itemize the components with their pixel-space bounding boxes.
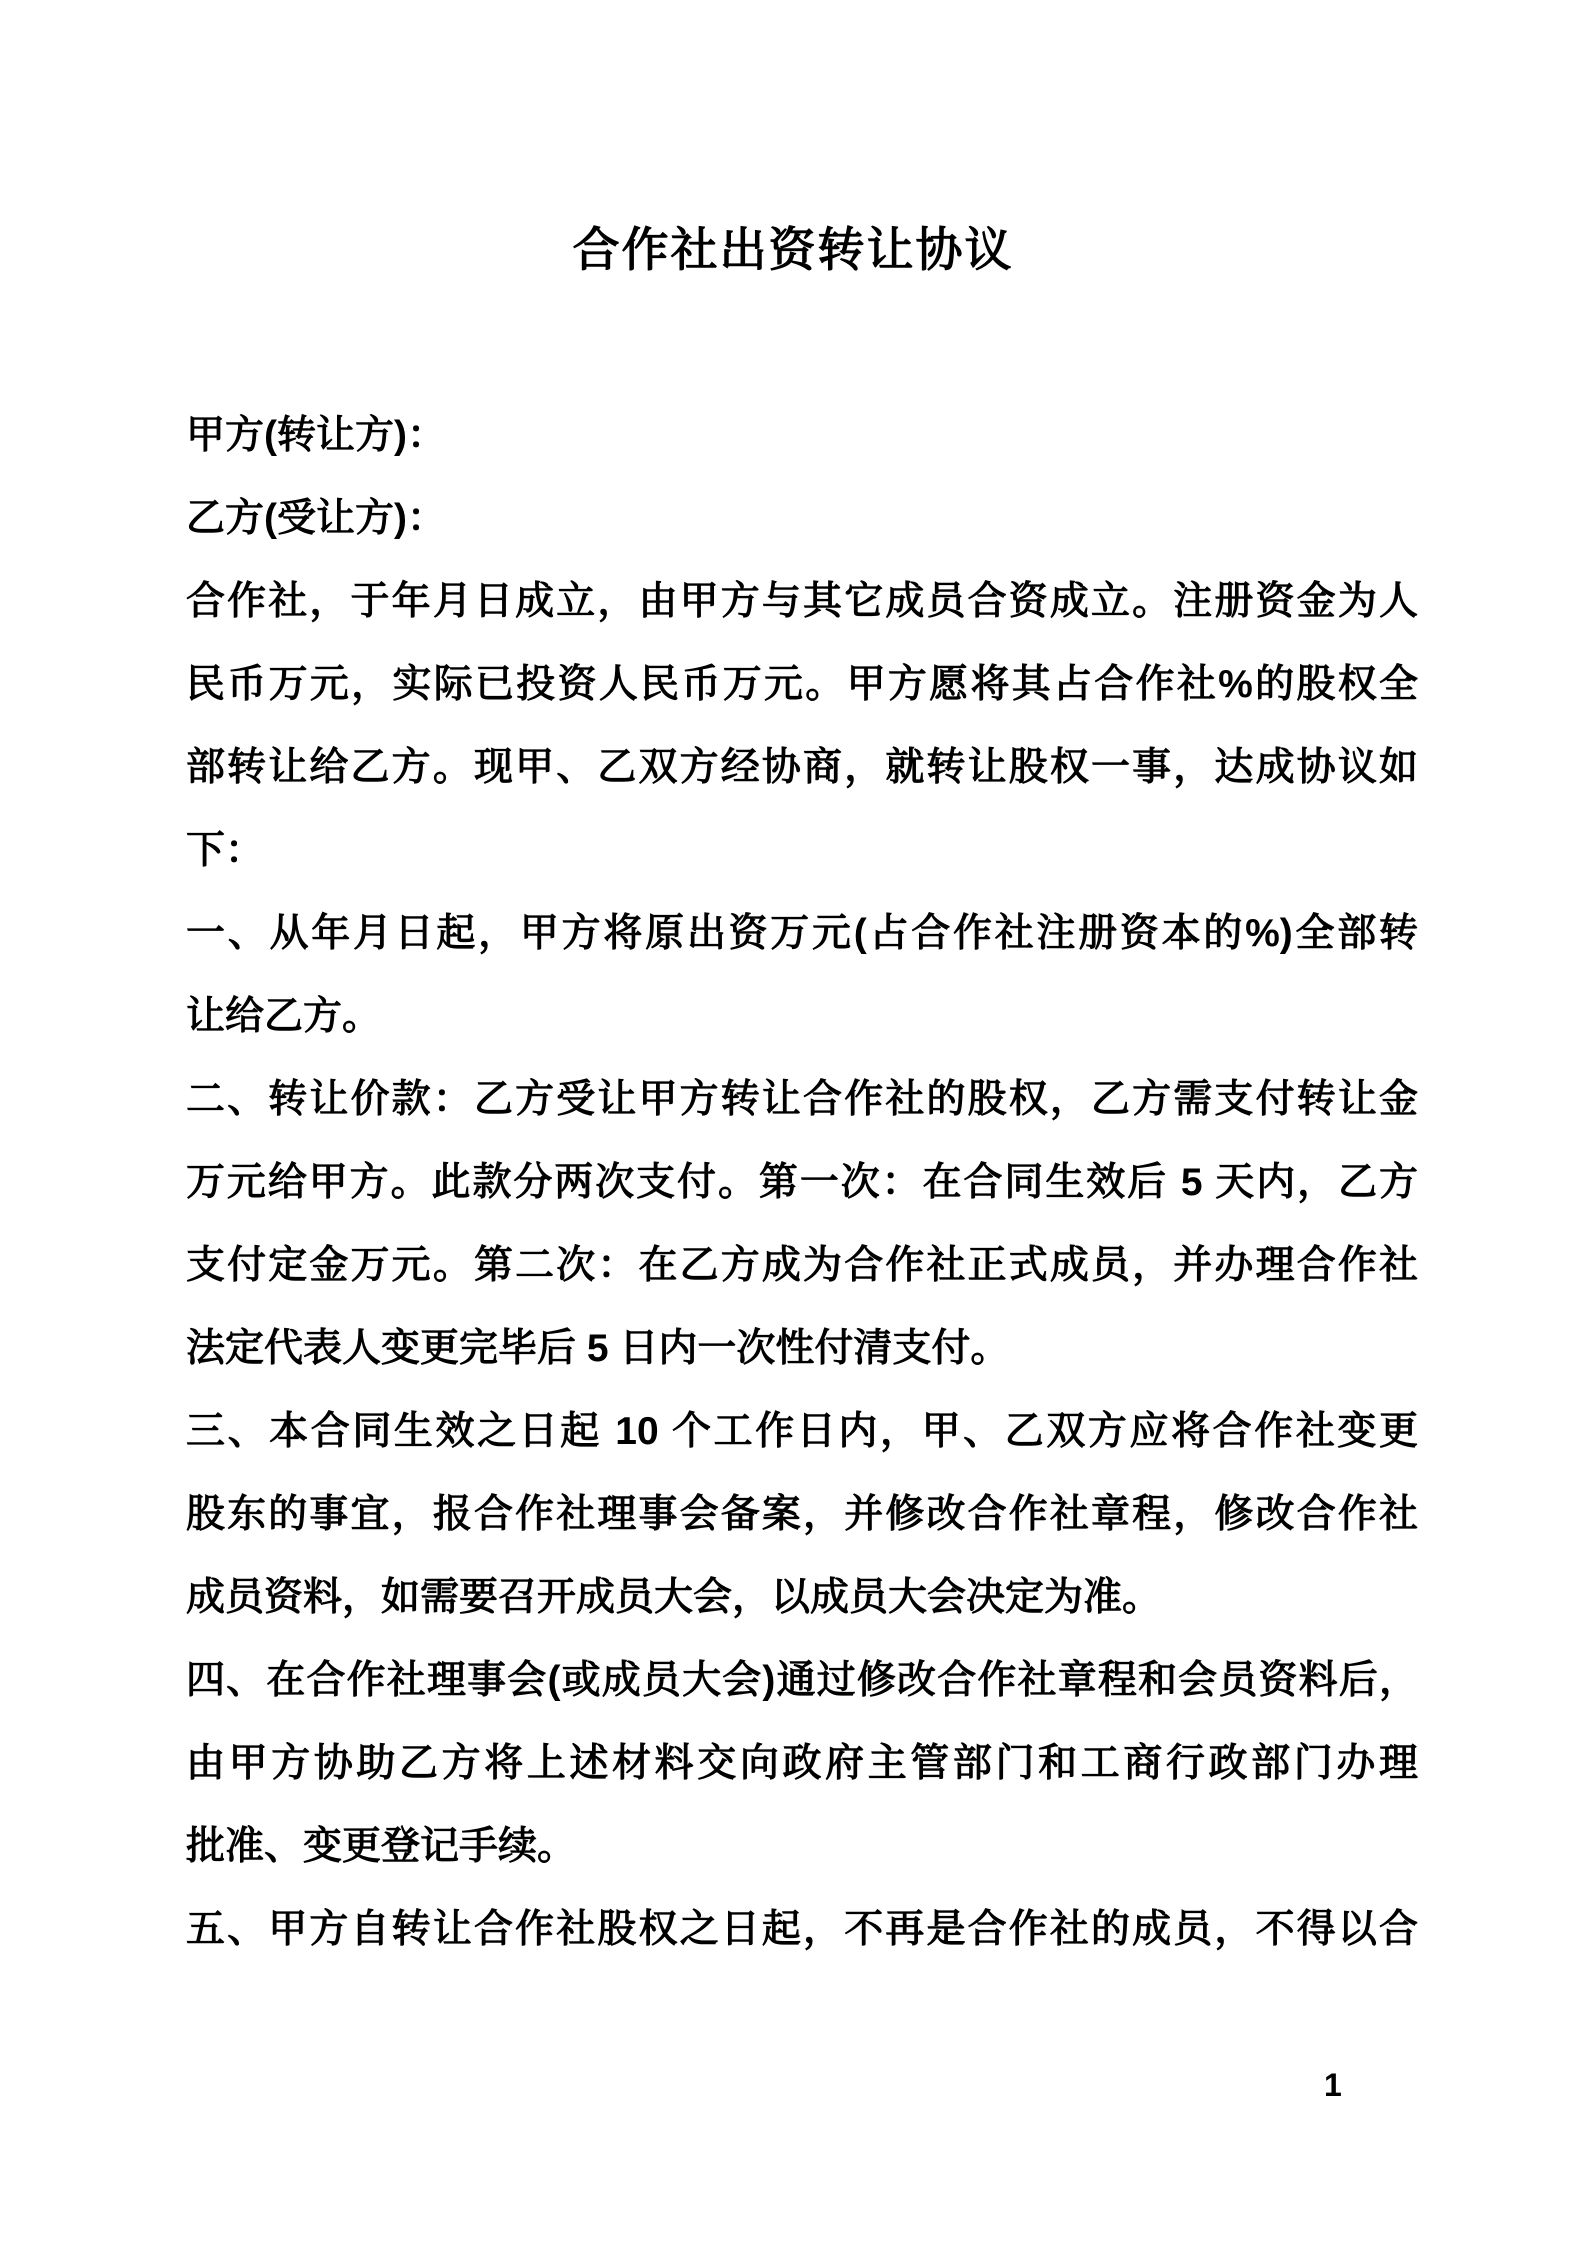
text-line: 乙方(受让方)： (186, 497, 446, 540)
text-line: 批准、变更登记手续。 (186, 1825, 577, 1868)
text-line: 甲方(转让方)： (186, 414, 446, 457)
text-line: 合作社，于年月日成立，由甲方与其它成员合资成立。注册资金为人 (186, 580, 1418, 623)
text-line: 让给乙方。 (186, 995, 382, 1038)
text-line: 支付定金万元。第二次：在乙方成为合作社正式成员，并办理合作社 (186, 1244, 1418, 1287)
text-line: 由甲方协助乙方将上述材料交向政府主管部门和工商行政部门办理 (186, 1742, 1418, 1785)
text-line: 下： (186, 829, 265, 872)
document-title: 合作社出资转让协议 (572, 223, 1014, 276)
text-line: 三、本合同生效之日起 10 个工作日内，甲、乙双方应将合作社变更 (186, 1410, 1418, 1453)
text-line: 股东的事宜，报合作社理事会备案，并修改合作社章程，修改合作社 (186, 1493, 1418, 1536)
text-line: 一、从年月日起，甲方将原出资万元(占合作社注册资本的%)全部转 (186, 912, 1418, 955)
text-line: 万元给甲方。此款分两次支付。第一次：在合同生效后 5 天内，乙方 (186, 1161, 1418, 1204)
text-line: 部转让给乙方。现甲、乙双方经协商，就转让股权一事，达成协议如 (186, 746, 1418, 789)
text-line: 法定代表人变更完毕后 5 日内一次性付清支付。 (186, 1327, 1010, 1370)
text-line: 二、转让价款：乙方受让甲方转让合作社的股权，乙方需支付转让金 (186, 1078, 1418, 1121)
page-number: 1 (1324, 2067, 1342, 2103)
text-line: 民币万元，实际已投资人民币万元。甲方愿将其占合作社%的股权全 (186, 663, 1418, 706)
text-line: 五、甲方自转让合作社股权之日起，不再是合作社的成员，不得以合 (186, 1908, 1418, 1951)
text-line: 成员资料，如需要召开成员大会，以成员大会决定为准。 (186, 1576, 1162, 1619)
text-line: 四、在合作社理事会(或成员大会)通过修改合作社章程和会员资料后， (186, 1659, 1418, 1702)
document-body (186, 394, 1418, 1971)
